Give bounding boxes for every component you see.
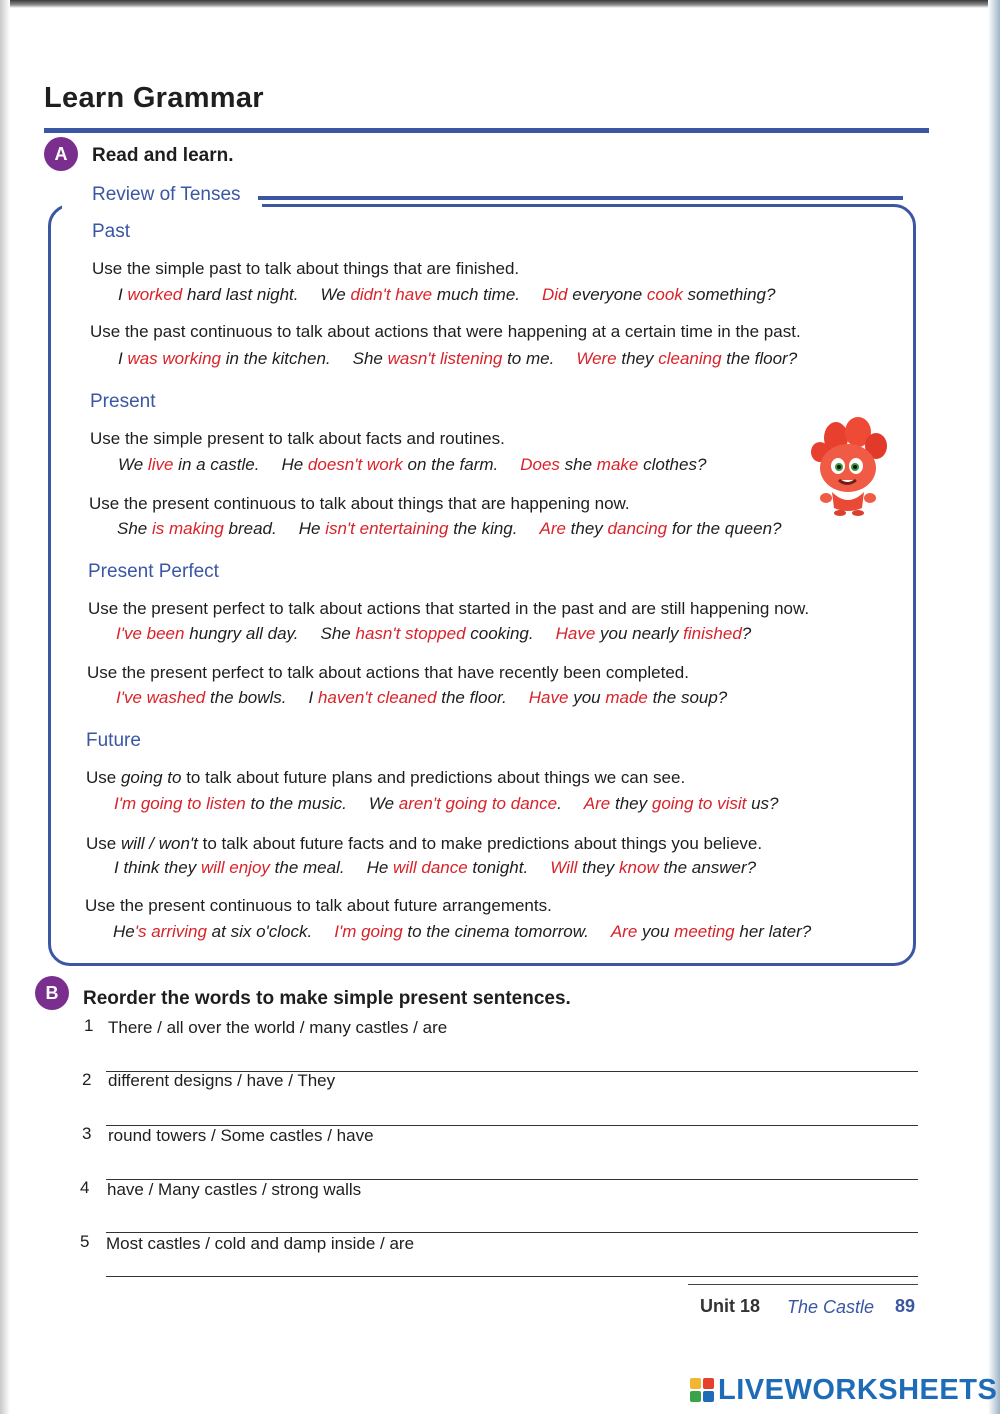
- example-sentence: [550, 858, 756, 877]
- example-text: She: [320, 624, 356, 643]
- scan-edge-left: [0, 0, 10, 1414]
- example-text: at six o'clock.: [206, 922, 313, 941]
- rule-simple-past: Use the simple past to talk about things that are finished.: [92, 259, 520, 278]
- example-text: in the kitchen.: [221, 349, 331, 368]
- example-text: hard last night.: [182, 285, 299, 304]
- example-verb-highlight: Did: [542, 285, 568, 304]
- example-text: .: [557, 794, 562, 813]
- mascot-body: [832, 492, 864, 511]
- example-text: I: [118, 349, 128, 368]
- section-b-badge: B: [35, 976, 69, 1010]
- example-text: you: [637, 922, 675, 941]
- example-text: He: [281, 455, 308, 474]
- item-number: 5: [80, 1232, 90, 1251]
- example-verb-highlight: will dance: [393, 858, 468, 877]
- example-text: I: [308, 688, 318, 707]
- example-text: for the queen?: [667, 519, 782, 538]
- example-verb-highlight: didn't have: [350, 285, 433, 304]
- example-verb-highlight: aren't going to dance: [398, 794, 558, 813]
- example-sentence: [116, 624, 299, 643]
- footer-page-number: 89: [895, 1296, 916, 1316]
- example-text: He: [113, 922, 135, 941]
- rule-text: Use: [86, 834, 121, 853]
- example-verb-highlight: I've been: [116, 624, 185, 643]
- example-text: the answer?: [658, 858, 757, 877]
- item-prompt: There / all over the world / many castles / are: [108, 1018, 448, 1037]
- footer-unit-name: The Castle: [787, 1297, 875, 1317]
- example-text: She: [352, 349, 388, 368]
- example-verb-highlight: I'm going to listen: [114, 794, 246, 813]
- mascot-character-icon: [806, 416, 894, 516]
- example-text: she: [559, 455, 597, 474]
- tense-heading-future: Future: [86, 730, 141, 751]
- example-sentence: [367, 858, 529, 877]
- example-text: much time.: [432, 285, 520, 304]
- legend-line: [258, 196, 903, 200]
- example-sentence: [116, 688, 287, 707]
- example-text: to the music.: [245, 794, 347, 813]
- example-verb-highlight: is making: [151, 519, 224, 538]
- example-sentence: [113, 922, 312, 941]
- example-verb-highlight: wasn't listening: [387, 349, 503, 368]
- liveworksheets-logo-icon: [690, 1378, 714, 1402]
- rule-present-perfect-completed: Use the present perfect to talk about actions that have recently been completed.: [87, 663, 689, 682]
- liveworksheets-watermark: [690, 1374, 997, 1406]
- scan-edge-right: [988, 0, 1000, 1414]
- example-text: to me.: [502, 349, 555, 368]
- example-text: He: [298, 519, 326, 538]
- tense-heading-present-perfect: Present Perfect: [88, 561, 219, 582]
- examples-simple-past: [118, 285, 775, 305]
- example-verb-highlight: Will: [550, 858, 578, 877]
- example-sentence: [334, 922, 589, 941]
- footer-unit: Unit 18: [700, 1296, 761, 1316]
- item-prompt: different designs / have / They: [108, 1071, 336, 1090]
- example-verb-highlight: meeting: [674, 922, 735, 941]
- section-a-badge: A: [44, 137, 78, 171]
- example-text: We: [320, 285, 351, 304]
- example-verb-highlight: Were: [576, 349, 617, 368]
- examples-present-continuous: [117, 519, 781, 539]
- example-verb-highlight: Have: [555, 624, 596, 643]
- example-text: tonight.: [467, 858, 529, 877]
- example-text: I think they: [114, 858, 201, 877]
- examples-present-perfect-completed: [116, 688, 727, 708]
- item-prompt: have / Many castles / strong walls: [107, 1180, 362, 1199]
- example-text: We: [368, 794, 399, 813]
- example-verb-highlight: Are: [583, 794, 611, 813]
- review-box-title: Review of Tenses: [92, 184, 241, 205]
- example-text: they: [610, 794, 652, 813]
- footer-rule: [688, 1284, 918, 1285]
- answer-line-4[interactable]: [106, 1232, 918, 1233]
- section-a-heading: Read and learn.: [92, 145, 234, 166]
- rule-present-continuous: Use the present continuous to talk about things that are happening now.: [89, 494, 630, 513]
- example-verb-highlight: was working: [127, 349, 221, 368]
- example-text: they: [577, 858, 620, 877]
- example-verb-highlight: finished: [683, 624, 742, 643]
- example-verb-highlight: haven't cleaned: [317, 688, 437, 707]
- example-sentence: [353, 349, 555, 368]
- examples-past-continuous: [118, 349, 797, 369]
- example-sentence: [556, 624, 752, 643]
- examples-going-to: [114, 794, 779, 814]
- example-verb-highlight: worked: [127, 285, 183, 304]
- item-number: 4: [80, 1178, 90, 1197]
- example-text: clothes?: [638, 455, 707, 474]
- rule-keyword: will / won't: [120, 834, 198, 853]
- rule-past-continuous: Use the past continuous to talk about actions that were happening at a certain time in the past.: [90, 322, 801, 341]
- example-verb-highlight: made: [605, 688, 648, 707]
- item-number: 1: [84, 1016, 94, 1035]
- page-title: Learn Grammar: [44, 82, 264, 114]
- example-text: ?: [741, 624, 752, 643]
- example-sentence: [520, 455, 706, 474]
- example-verb-highlight: going to visit: [651, 794, 747, 813]
- example-sentence: [539, 519, 781, 538]
- example-text: the floor?: [721, 349, 798, 368]
- example-verb-highlight: Are: [610, 922, 638, 941]
- rule-text: to talk about future facts and to make predictions about things you believe.: [197, 834, 763, 853]
- example-sentence: [114, 858, 345, 877]
- scan-edge-top: [0, 0, 1000, 8]
- rule-future-arrangements: Use the present continuous to talk about future arrangements.: [85, 896, 552, 915]
- example-verb-highlight: isn't entertaining: [325, 519, 449, 538]
- example-verb-highlight: cleaning: [658, 349, 722, 368]
- example-text: I: [118, 285, 128, 304]
- tense-heading-past: Past: [92, 221, 131, 242]
- example-text: the floor.: [436, 688, 507, 707]
- item-prompt: round towers / Some castles / have: [108, 1126, 374, 1145]
- watermark-text: LIVEWORKSHEETS: [718, 1373, 998, 1406]
- rule-text: to talk about future plans and predictions about things we can see.: [181, 768, 686, 787]
- answer-line-5[interactable]: [106, 1276, 918, 1277]
- example-text: you nearly: [595, 624, 684, 643]
- example-verb-highlight: Have: [528, 688, 569, 707]
- example-verb-highlight: dancing: [607, 519, 668, 538]
- title-rule: [44, 128, 929, 133]
- example-text: He: [366, 858, 394, 877]
- example-text: bread.: [223, 519, 277, 538]
- example-text: you: [568, 688, 606, 707]
- rule-going-to: [86, 768, 685, 788]
- example-text: they: [565, 519, 608, 538]
- item-number: 3: [82, 1124, 92, 1143]
- example-text: the meal.: [269, 858, 345, 877]
- example-text: something?: [682, 285, 776, 304]
- example-sentence: [309, 688, 507, 707]
- example-sentence: [118, 285, 299, 304]
- example-verb-highlight: cook: [646, 285, 683, 304]
- example-text: the bowls.: [205, 688, 287, 707]
- example-verb-highlight: know: [619, 858, 659, 877]
- example-text: everyone: [567, 285, 647, 304]
- example-verb-highlight: Are: [539, 519, 566, 538]
- example-sentence: [299, 519, 518, 538]
- example-text: cooking.: [465, 624, 534, 643]
- examples-simple-present: [118, 455, 706, 475]
- example-text: We: [118, 455, 148, 474]
- rule-text: Use: [86, 768, 121, 787]
- example-text: the king.: [448, 519, 518, 538]
- example-sentence: [118, 455, 259, 474]
- example-verb-highlight: I'm going: [334, 922, 403, 941]
- example-sentence: [118, 349, 331, 368]
- example-text: hungry all day.: [184, 624, 299, 643]
- example-text: the soup?: [647, 688, 728, 707]
- example-text: they: [616, 349, 659, 368]
- example-text: on the farm.: [402, 455, 499, 474]
- examples-future-arrangements: [113, 922, 811, 942]
- example-text: She: [117, 519, 152, 538]
- example-sentence: [576, 349, 797, 368]
- item-number: 2: [82, 1070, 92, 1089]
- example-sentence: [529, 688, 727, 707]
- examples-present-perfect-ongoing: [116, 624, 751, 644]
- example-verb-highlight: Does: [520, 455, 560, 474]
- rule-will-wont: [86, 834, 762, 854]
- example-text: us?: [746, 794, 779, 813]
- example-verb-highlight: 's arriving: [134, 922, 207, 941]
- example-sentence: [321, 624, 534, 643]
- rule-simple-present: Use the simple present to talk about facts and routines.: [90, 429, 505, 448]
- example-verb-highlight: make: [596, 455, 639, 474]
- example-sentence: [542, 285, 775, 304]
- example-verb-highlight: will enjoy: [200, 858, 270, 877]
- rule-keyword: going to: [120, 768, 182, 787]
- example-text: her later?: [734, 922, 812, 941]
- tense-heading-present: Present: [90, 391, 156, 412]
- example-sentence: [369, 794, 562, 813]
- example-sentence: [117, 519, 277, 538]
- example-sentence: [611, 922, 811, 941]
- example-sentence: [114, 794, 347, 813]
- example-text: to the cinema tomorrow.: [402, 922, 589, 941]
- item-prompt: Most castles / cold and damp inside / are: [106, 1234, 415, 1253]
- example-verb-highlight: doesn't work: [307, 455, 403, 474]
- example-sentence: [584, 794, 779, 813]
- example-verb-highlight: I've washed: [116, 688, 206, 707]
- example-verb-highlight: hasn't stopped: [355, 624, 466, 643]
- example-sentence: [281, 455, 498, 474]
- section-b-heading: Reorder the words to make simple present sentences.: [83, 988, 571, 1009]
- example-text: in a castle.: [173, 455, 260, 474]
- example-verb-highlight: live: [147, 455, 174, 474]
- example-sentence: [321, 285, 520, 304]
- examples-will-wont: [114, 858, 756, 878]
- rule-present-perfect-ongoing: Use the present perfect to talk about actions that started in the past and are still happening now.: [88, 599, 810, 618]
